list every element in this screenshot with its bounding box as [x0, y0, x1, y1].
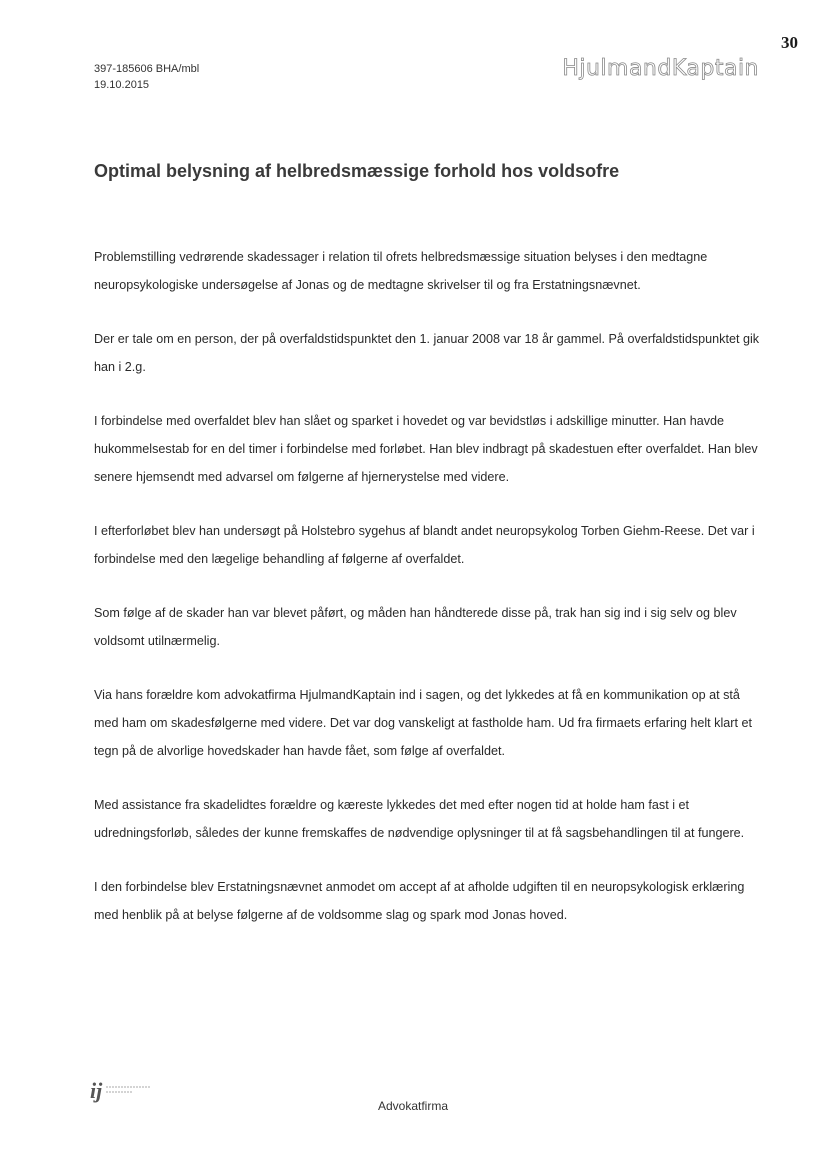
paragraph: Som følge af de skader han var blevet påført, og måden han håndterede disse på, trak han sig ind i sig selv og blev voldsomt utilnærmelig. [94, 606, 737, 648]
footer-logo-fine-print [106, 1084, 150, 1098]
paragraph: Via hans forældre kom advokatfirma HjulmandKaptain ind i sagen, og det lykkedes at få en kommunikation op at stå med ham om skadesfølgerne med videre. Det var dog vanskeligt at fastholde ham. Ud fra firmaets erfaring helt klart et tegn på de alvorlige hovedskader han havde fået, som følge af overfaldet. [94, 688, 752, 758]
footer-text: Advokatfirma [377, 1099, 449, 1113]
paragraph: I den forbindelse blev Erstatningsnævnet anmodet om accept af at afholde udgiften til en neuropsykologisk erklæring med henblik på at belyse følgerne af de voldsomme slag og spark mod Jonas hoved. [94, 880, 745, 922]
firm-logo: HjulmandKaptain [562, 56, 759, 81]
footer-fine-print-lines [106, 1084, 150, 1096]
paragraph: Der er tale om en person, der på overfaldstidspunktet den 1. januar 2008 var 18 år gammel. På overfaldstidspunktet gik han i 2.g. [94, 332, 760, 374]
page-number: 30 [781, 33, 798, 52]
paragraph: Med assistance fra skadelidtes forældre og kæreste lykkedes det med efter nogen tid at holde ham fast i et udredningsforløb, således der kunne fremskaffes de nødvendige oplysninger til at få sagsbehandlingen til at fungere. [94, 798, 745, 840]
case-reference: 397-185606 BHA/mbl [94, 63, 200, 75]
document-body [94, 243, 762, 955]
document-title: Optimal belysning af helbredsmæssige forhold hos voldsofre [94, 161, 620, 181]
document-date: 19.10.2015 [94, 79, 150, 91]
ij-monogram-icon: ij [90, 1078, 103, 1103]
reference-block [94, 61, 199, 93]
paragraph: I forbindelse med overfaldet blev han slået og sparket i hovedet og var bevidstløs i adskillige minutter. Han havde hukommelsestab for en del timer i forbindelse med forløbet. Han blev indbragt på skadestuen efter overfaldet. Han blev senere hjemsendt med advarsel om følgerne af hjernerystelse med videre. [94, 414, 758, 484]
paragraph: I efterforløbet blev han undersøgt på Holstebro sygehus af blandt andet neuropsykolog Torben Giehm-Reese. Det var i forbindelse med den lægelige behandling af følgerne af overfaldet. [94, 524, 755, 566]
paragraph: Problemstilling vedrørende skadessager i relation til ofrets helbredsmæssige situation belyses i den medtagne neuropsykologiske undersøgelse af Jonas og de medtagne skrivelser til og fra Erstatningsnævnet. [94, 250, 708, 292]
